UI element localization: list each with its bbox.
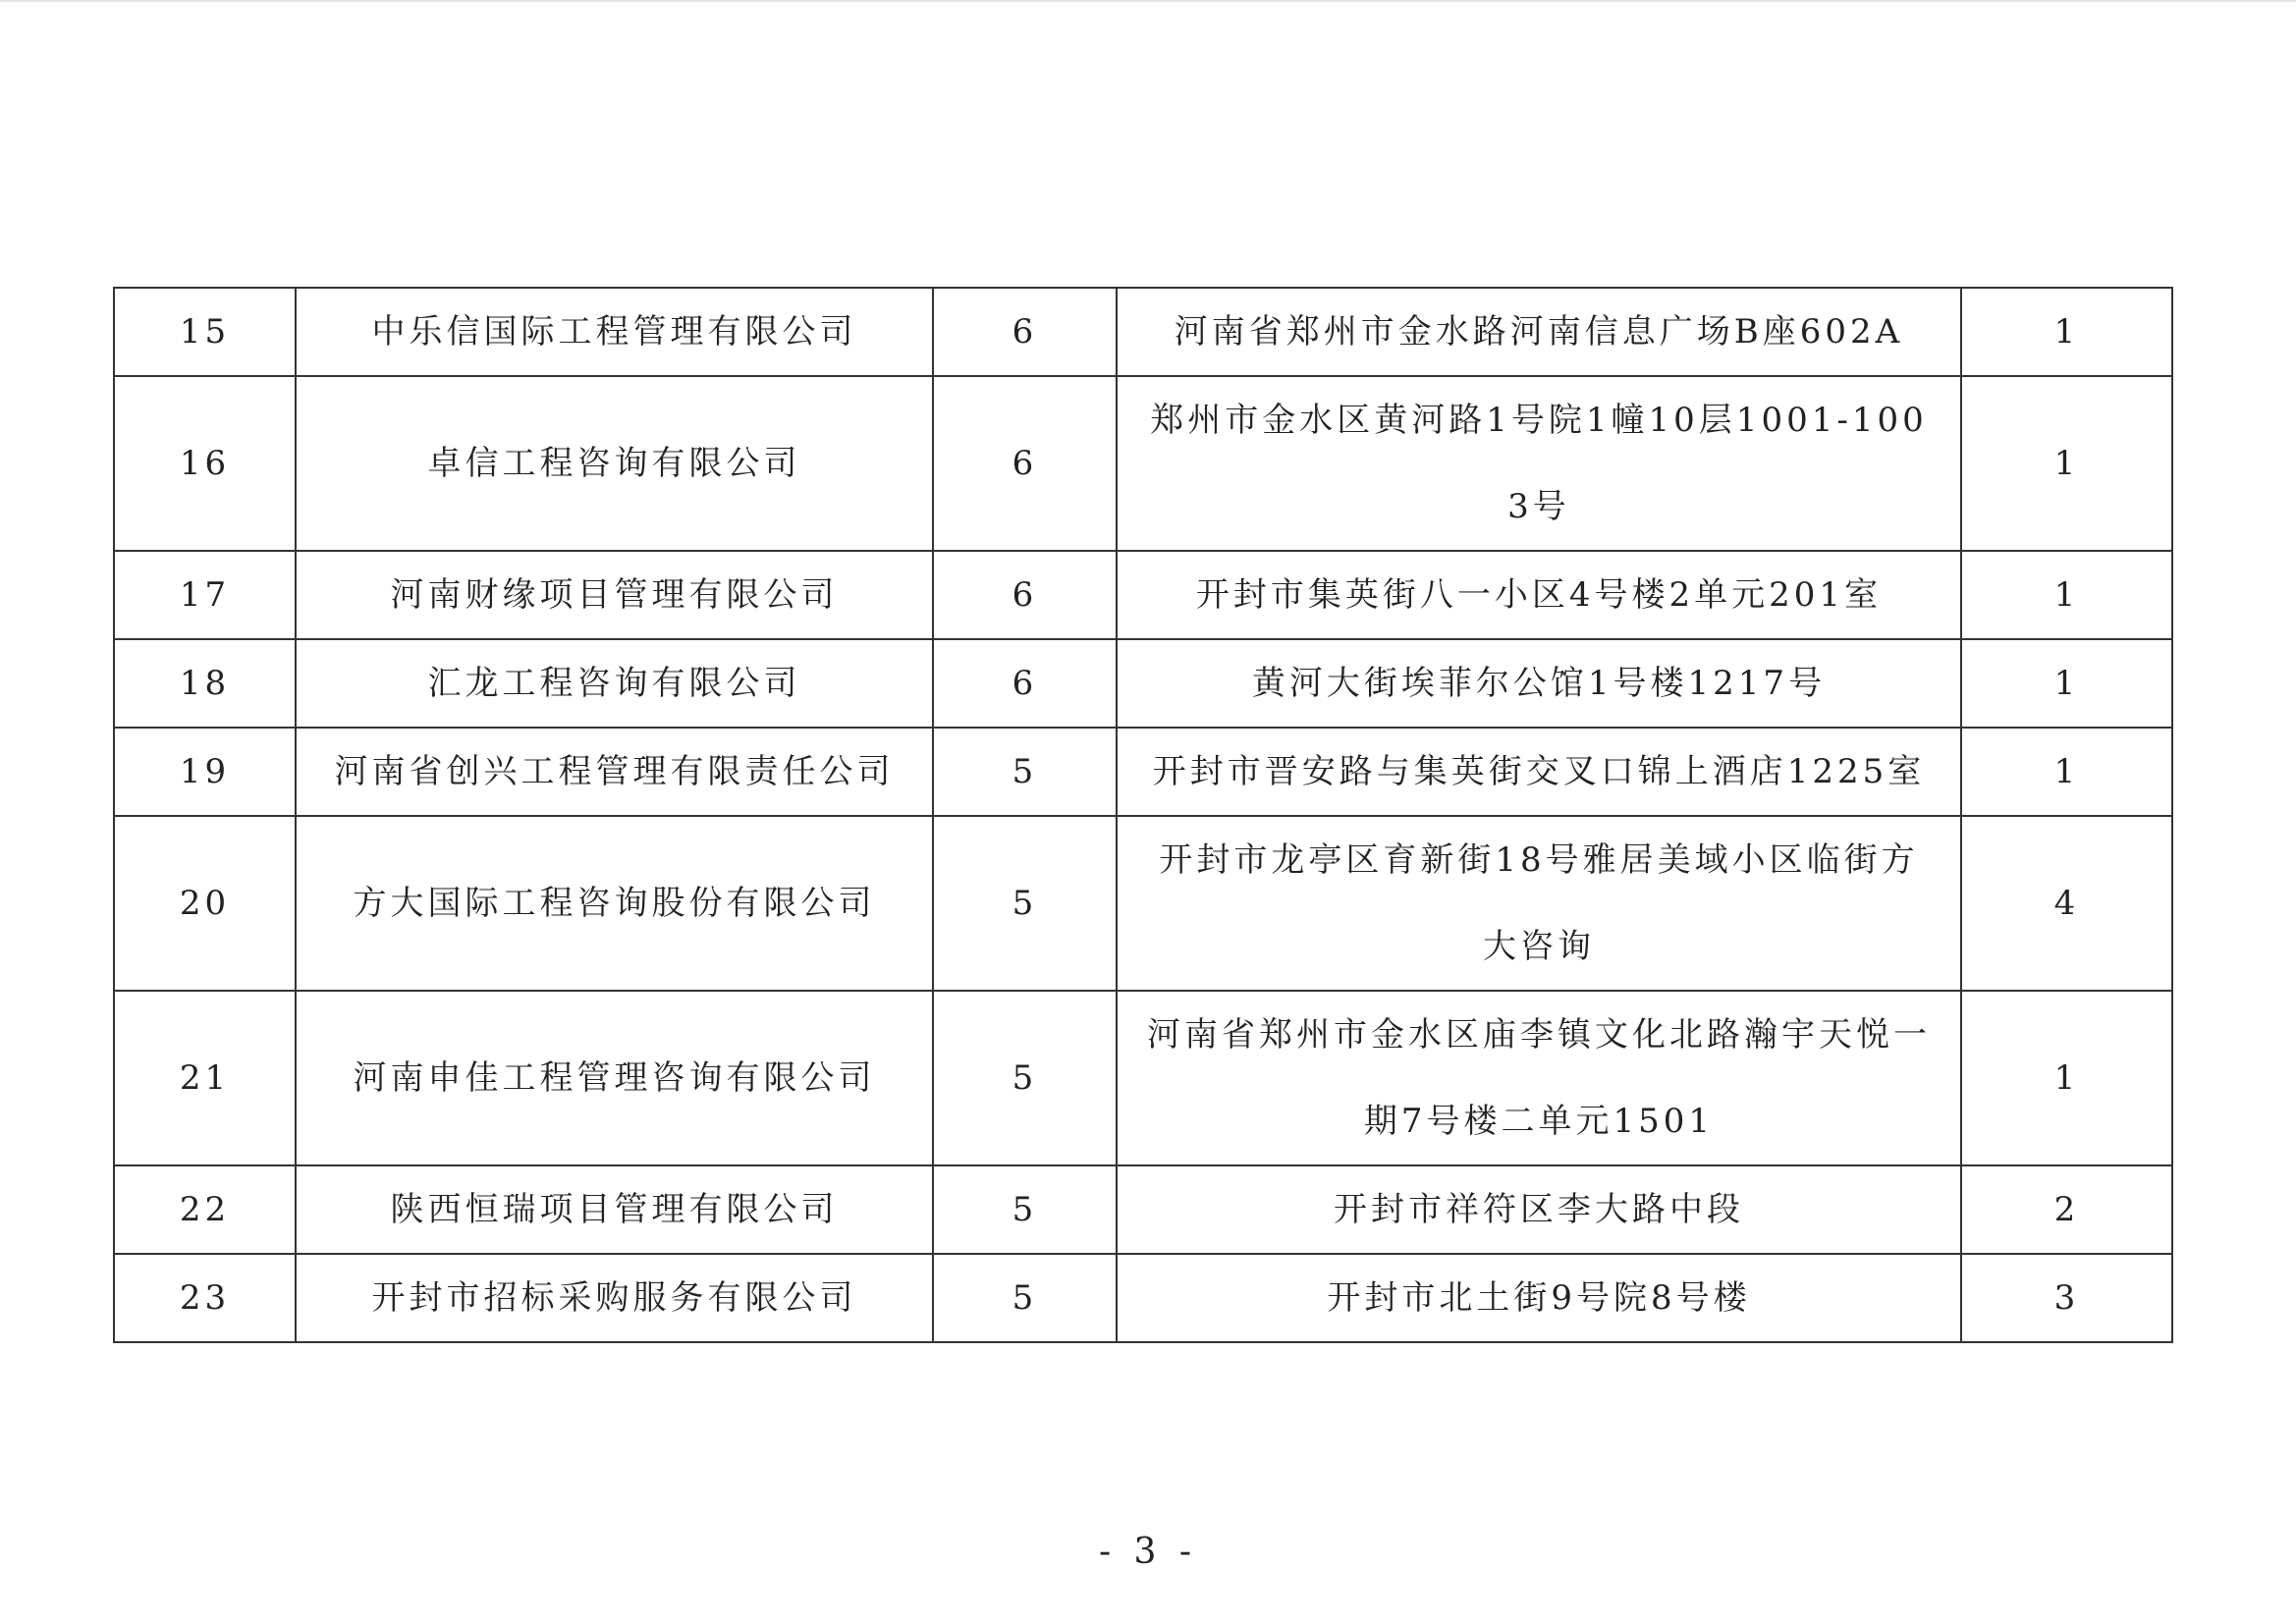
count-value: 6 (933, 551, 1117, 639)
company-name: 方大国际工程咨询股份有限公司 (296, 816, 933, 991)
page-number: - 3 - (1098, 1532, 1198, 1572)
table-row (114, 991, 2172, 1165)
count-value: 6 (933, 288, 1117, 376)
table-row (114, 728, 2172, 816)
table-row (114, 551, 2172, 639)
table-row (114, 376, 2172, 551)
address: 开封市北土街9号院8号楼 (1117, 1254, 1961, 1342)
count-value: 5 (933, 816, 1117, 991)
company-name: 开封市招标采购服务有限公司 (296, 1254, 933, 1342)
company-name: 河南省创兴工程管理有限责任公司 (296, 728, 933, 816)
company-name: 中乐信国际工程管理有限公司 (296, 288, 933, 376)
quantity-value: 2 (1961, 1165, 2172, 1254)
company-name: 汇龙工程咨询有限公司 (296, 639, 933, 728)
table-row (114, 1165, 2172, 1254)
quantity-value: 4 (1961, 816, 2172, 991)
address: 黄河大街埃菲尔公馆1号楼1217号 (1117, 639, 1961, 728)
quantity-value: 1 (1961, 728, 2172, 816)
address: 开封市集英街八一小区4号楼2单元201室 (1117, 551, 1961, 639)
count-value: 5 (933, 1254, 1117, 1342)
company-table (113, 287, 2173, 1343)
row-number: 22 (114, 1165, 296, 1254)
row-number: 16 (114, 376, 296, 551)
table-row (114, 816, 2172, 991)
table-row (114, 1254, 2172, 1342)
quantity-value: 1 (1961, 551, 2172, 639)
count-value: 6 (933, 376, 1117, 551)
address: 河南省郑州市金水区庙李镇文化北路瀚宇天悦一期7号楼二单元1501 (1117, 991, 1961, 1165)
company-name: 卓信工程咨询有限公司 (296, 376, 933, 551)
row-number: 20 (114, 816, 296, 991)
address: 郑州市金水区黄河路1号院1幢10层1001-1003号 (1117, 376, 1961, 551)
address: 开封市祥符区李大路中段 (1117, 1165, 1961, 1254)
company-name: 陕西恒瑞项目管理有限公司 (296, 1165, 933, 1254)
row-number: 15 (114, 288, 296, 376)
company-name: 河南申佳工程管理咨询有限公司 (296, 991, 933, 1165)
quantity-value: 1 (1961, 639, 2172, 728)
row-number: 19 (114, 728, 296, 816)
company-name: 河南财缘项目管理有限公司 (296, 551, 933, 639)
count-value: 5 (933, 728, 1117, 816)
table-row (114, 288, 2172, 376)
row-number: 23 (114, 1254, 296, 1342)
quantity-value: 1 (1961, 991, 2172, 1165)
address: 开封市晋安路与集英街交叉口锦上酒店1225室 (1117, 728, 1961, 816)
count-value: 5 (933, 991, 1117, 1165)
count-value: 5 (933, 1165, 1117, 1254)
row-number: 21 (114, 991, 296, 1165)
table-row (114, 639, 2172, 728)
quantity-value: 3 (1961, 1254, 2172, 1342)
quantity-value: 1 (1961, 376, 2172, 551)
count-value: 6 (933, 639, 1117, 728)
row-number: 18 (114, 639, 296, 728)
quantity-value: 1 (1961, 288, 2172, 376)
address: 河南省郑州市金水路河南信息广场B座602A (1117, 288, 1961, 376)
address: 开封市龙亭区育新街18号雅居美域小区临街方大咨询 (1117, 816, 1961, 991)
row-number: 17 (114, 551, 296, 639)
